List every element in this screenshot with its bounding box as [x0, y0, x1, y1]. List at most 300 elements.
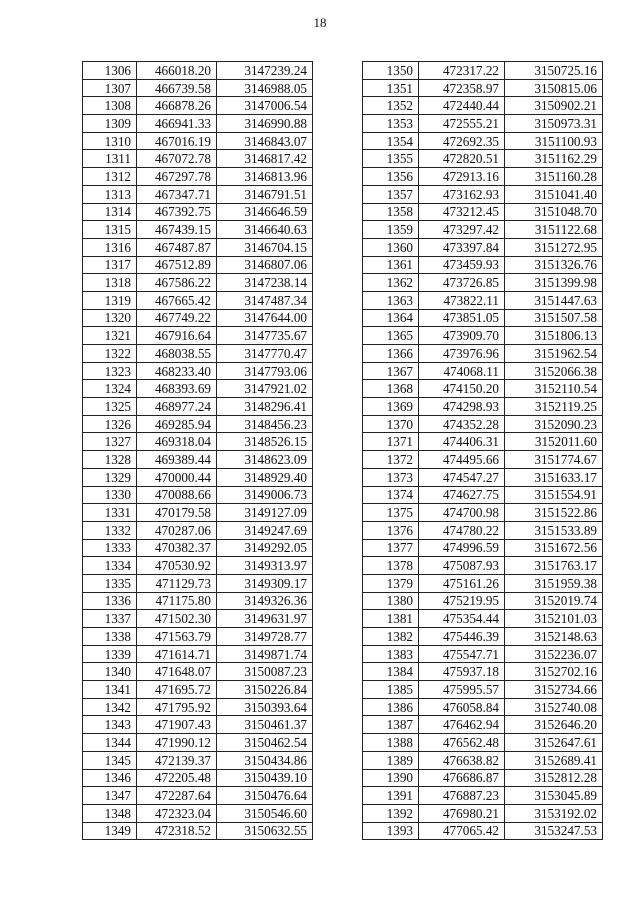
table-row [363, 203, 603, 221]
table-row [83, 309, 313, 327]
x-coordinate-cell: 475219.95 [419, 592, 505, 610]
table-row [83, 716, 313, 734]
point-number-cell: 1376 [363, 521, 419, 539]
x-coordinate-cell: 470287.06 [137, 521, 217, 539]
table-row [363, 504, 603, 522]
x-coordinate-cell: 472913.16 [419, 168, 505, 186]
page-number: 18 [313, 15, 327, 30]
point-number-cell: 1382 [363, 628, 419, 646]
y-coordinate-cell: 3147006.54 [217, 97, 313, 115]
x-coordinate-cell: 472692.35 [419, 132, 505, 150]
x-coordinate-cell: 470000.44 [137, 468, 217, 486]
table-row [363, 221, 603, 239]
coordinates-table-body [83, 62, 313, 840]
point-number-cell: 1332 [83, 521, 137, 539]
point-number-cell: 1354 [363, 132, 419, 150]
table-row [83, 804, 313, 822]
x-coordinate-cell: 473976.96 [419, 345, 505, 363]
table-row [363, 97, 603, 115]
y-coordinate-cell: 3152011.60 [505, 433, 603, 451]
y-coordinate-cell: 3151522.86 [505, 504, 603, 522]
y-coordinate-cell: 3150476.64 [217, 787, 313, 805]
x-coordinate-cell: 473297.42 [419, 221, 505, 239]
y-coordinate-cell: 3151962.54 [505, 345, 603, 363]
y-coordinate-cell: 3151507.58 [505, 309, 603, 327]
y-coordinate-cell: 3147644.00 [217, 309, 313, 327]
point-number-cell: 1360 [363, 238, 419, 256]
x-coordinate-cell: 468233.40 [137, 362, 217, 380]
x-coordinate-cell: 475937.18 [419, 663, 505, 681]
y-coordinate-cell: 3151447.63 [505, 291, 603, 309]
point-number-cell: 1384 [363, 663, 419, 681]
table-row [363, 309, 603, 327]
table-row [363, 168, 603, 186]
point-number-cell: 1344 [83, 734, 137, 752]
point-number-cell: 1312 [83, 168, 137, 186]
x-coordinate-cell: 474150.20 [419, 380, 505, 398]
y-coordinate-cell: 3146843.07 [217, 132, 313, 150]
point-number-cell: 1356 [363, 168, 419, 186]
x-coordinate-cell: 468038.55 [137, 345, 217, 363]
y-coordinate-cell: 3152148.63 [505, 628, 603, 646]
point-number-cell: 1338 [83, 628, 137, 646]
x-coordinate-cell: 471563.79 [137, 628, 217, 646]
table-row [363, 574, 603, 592]
table-row [83, 115, 313, 133]
y-coordinate-cell: 3152101.03 [505, 610, 603, 628]
table-row [83, 256, 313, 274]
table-row [83, 291, 313, 309]
y-coordinate-cell: 3147793.06 [217, 362, 313, 380]
point-number-cell: 1393 [363, 822, 419, 840]
x-coordinate-cell: 475161.26 [419, 574, 505, 592]
y-coordinate-cell: 3152689.41 [505, 751, 603, 769]
y-coordinate-cell: 3146807.06 [217, 256, 313, 274]
x-coordinate-cell: 472317.22 [419, 62, 505, 80]
point-number-cell: 1310 [83, 132, 137, 150]
x-coordinate-cell: 467072.78 [137, 150, 217, 168]
point-number-cell: 1353 [363, 115, 419, 133]
x-coordinate-cell: 472205.48 [137, 769, 217, 787]
x-coordinate-cell: 473459.93 [419, 256, 505, 274]
y-coordinate-cell: 3149127.09 [217, 504, 313, 522]
x-coordinate-cell: 473822.11 [419, 291, 505, 309]
table-row [83, 539, 313, 557]
point-number-cell: 1320 [83, 309, 137, 327]
x-coordinate-cell: 475446.39 [419, 628, 505, 646]
x-coordinate-cell: 474352.28 [419, 415, 505, 433]
x-coordinate-cell: 467439.15 [137, 221, 217, 239]
x-coordinate-cell: 475995.57 [419, 681, 505, 699]
x-coordinate-cell: 470179.58 [137, 504, 217, 522]
point-number-cell: 1391 [363, 787, 419, 805]
point-number-cell: 1309 [83, 115, 137, 133]
x-coordinate-cell: 472287.64 [137, 787, 217, 805]
y-coordinate-cell: 3151048.70 [505, 203, 603, 221]
y-coordinate-cell: 3150462.54 [217, 734, 313, 752]
x-coordinate-cell: 474068.11 [419, 362, 505, 380]
x-coordinate-cell: 473851.05 [419, 309, 505, 327]
y-coordinate-cell: 3152066.38 [505, 362, 603, 380]
point-number-cell: 1381 [363, 610, 419, 628]
y-coordinate-cell: 3150546.60 [217, 804, 313, 822]
table-row [363, 132, 603, 150]
point-number-cell: 1375 [363, 504, 419, 522]
table-row [363, 274, 603, 292]
y-coordinate-cell: 3149326.36 [217, 592, 313, 610]
table-row [363, 787, 603, 805]
x-coordinate-cell: 467749.22 [137, 309, 217, 327]
table-row [83, 787, 313, 805]
y-coordinate-cell: 3150226.84 [217, 681, 313, 699]
x-coordinate-cell: 470088.66 [137, 486, 217, 504]
point-number-cell: 1358 [363, 203, 419, 221]
table-row [363, 734, 603, 752]
x-coordinate-cell: 474780.22 [419, 521, 505, 539]
point-number-cell: 1330 [83, 486, 137, 504]
x-coordinate-cell: 467487.87 [137, 238, 217, 256]
x-coordinate-cell: 474406.31 [419, 433, 505, 451]
point-number-cell: 1323 [83, 362, 137, 380]
table-row [83, 610, 313, 628]
x-coordinate-cell: 475547.71 [419, 645, 505, 663]
x-coordinate-cell: 466018.20 [137, 62, 217, 80]
y-coordinate-cell: 3150393.64 [217, 698, 313, 716]
table-row [83, 79, 313, 97]
y-coordinate-cell: 3149006.73 [217, 486, 313, 504]
table-row [83, 150, 313, 168]
y-coordinate-cell: 3153247.53 [505, 822, 603, 840]
table-row [363, 380, 603, 398]
x-coordinate-cell: 473212.45 [419, 203, 505, 221]
y-coordinate-cell: 3152734.66 [505, 681, 603, 699]
table-row [83, 203, 313, 221]
x-coordinate-cell: 471648.07 [137, 663, 217, 681]
table-row [363, 610, 603, 628]
table-row [363, 486, 603, 504]
table-row [83, 663, 313, 681]
coordinates-table-left [82, 61, 313, 840]
y-coordinate-cell: 3152090.23 [505, 415, 603, 433]
table-row [83, 751, 313, 769]
table-row [363, 822, 603, 840]
y-coordinate-cell: 3151763.17 [505, 557, 603, 575]
point-number-cell: 1389 [363, 751, 419, 769]
table-row [83, 238, 313, 256]
table-row [83, 168, 313, 186]
point-number-cell: 1325 [83, 398, 137, 416]
x-coordinate-cell: 466941.33 [137, 115, 217, 133]
table-row [363, 327, 603, 345]
y-coordinate-cell: 3151041.40 [505, 185, 603, 203]
table-row [83, 221, 313, 239]
point-number-cell: 1341 [83, 681, 137, 699]
table-row [83, 451, 313, 469]
point-number-cell: 1377 [363, 539, 419, 557]
y-coordinate-cell: 3151633.17 [505, 468, 603, 486]
y-coordinate-cell: 3153192.02 [505, 804, 603, 822]
x-coordinate-cell: 476887.23 [419, 787, 505, 805]
x-coordinate-cell: 472323.04 [137, 804, 217, 822]
point-number-cell: 1390 [363, 769, 419, 787]
point-number-cell: 1318 [83, 274, 137, 292]
table-row [363, 663, 603, 681]
coordinates-table-body [363, 62, 603, 840]
point-number-cell: 1343 [83, 716, 137, 734]
y-coordinate-cell: 3148526.15 [217, 433, 313, 451]
point-number-cell: 1342 [83, 698, 137, 716]
point-number-cell: 1385 [363, 681, 419, 699]
table-row [363, 716, 603, 734]
x-coordinate-cell: 468393.69 [137, 380, 217, 398]
point-number-cell: 1355 [363, 150, 419, 168]
x-coordinate-cell: 474700.98 [419, 504, 505, 522]
y-coordinate-cell: 3151959.38 [505, 574, 603, 592]
x-coordinate-cell: 471695.72 [137, 681, 217, 699]
table-row [363, 592, 603, 610]
point-number-cell: 1368 [363, 380, 419, 398]
table-row [83, 681, 313, 699]
x-coordinate-cell: 474495.66 [419, 451, 505, 469]
point-number-cell: 1364 [363, 309, 419, 327]
point-number-cell: 1337 [83, 610, 137, 628]
y-coordinate-cell: 3149292.05 [217, 539, 313, 557]
x-coordinate-cell: 472555.21 [419, 115, 505, 133]
y-coordinate-cell: 3151533.89 [505, 521, 603, 539]
table-row [363, 521, 603, 539]
table-row [83, 345, 313, 363]
y-coordinate-cell: 3149631.97 [217, 610, 313, 628]
y-coordinate-cell: 3152647.61 [505, 734, 603, 752]
x-coordinate-cell: 467016.19 [137, 132, 217, 150]
x-coordinate-cell: 466878.26 [137, 97, 217, 115]
point-number-cell: 1317 [83, 256, 137, 274]
point-number-cell: 1362 [363, 274, 419, 292]
point-number-cell: 1333 [83, 539, 137, 557]
table-row [83, 504, 313, 522]
table-row [363, 645, 603, 663]
x-coordinate-cell: 467586.22 [137, 274, 217, 292]
x-coordinate-cell: 467916.64 [137, 327, 217, 345]
y-coordinate-cell: 3147487.34 [217, 291, 313, 309]
y-coordinate-cell: 3146704.15 [217, 238, 313, 256]
point-number-cell: 1336 [83, 592, 137, 610]
x-coordinate-cell: 469285.94 [137, 415, 217, 433]
y-coordinate-cell: 3151272.95 [505, 238, 603, 256]
x-coordinate-cell: 472318.52 [137, 822, 217, 840]
point-number-cell: 1379 [363, 574, 419, 592]
point-number-cell: 1380 [363, 592, 419, 610]
y-coordinate-cell: 3148296.41 [217, 398, 313, 416]
y-coordinate-cell: 3150815.06 [505, 79, 603, 97]
x-coordinate-cell: 474547.27 [419, 468, 505, 486]
y-coordinate-cell: 3152646.20 [505, 716, 603, 734]
table-row [363, 398, 603, 416]
table-row [363, 769, 603, 787]
x-coordinate-cell: 476638.82 [419, 751, 505, 769]
table-row [83, 380, 313, 398]
y-coordinate-cell: 3149313.97 [217, 557, 313, 575]
y-coordinate-cell: 3150902.21 [505, 97, 603, 115]
table-row [83, 734, 313, 752]
table-row [83, 132, 313, 150]
table-row [83, 486, 313, 504]
y-coordinate-cell: 3151399.98 [505, 274, 603, 292]
y-coordinate-cell: 3150973.31 [505, 115, 603, 133]
table-row [363, 698, 603, 716]
point-number-cell: 1387 [363, 716, 419, 734]
point-number-cell: 1369 [363, 398, 419, 416]
point-number-cell: 1361 [363, 256, 419, 274]
point-number-cell: 1348 [83, 804, 137, 822]
y-coordinate-cell: 3151100.93 [505, 132, 603, 150]
point-number-cell: 1326 [83, 415, 137, 433]
point-number-cell: 1350 [363, 62, 419, 80]
point-number-cell: 1340 [83, 663, 137, 681]
table-row [363, 115, 603, 133]
point-number-cell: 1329 [83, 468, 137, 486]
table-row [83, 415, 313, 433]
y-coordinate-cell: 3151122.68 [505, 221, 603, 239]
table-row [363, 238, 603, 256]
point-number-cell: 1335 [83, 574, 137, 592]
point-number-cell: 1319 [83, 291, 137, 309]
x-coordinate-cell: 476562.48 [419, 734, 505, 752]
y-coordinate-cell: 3152740.08 [505, 698, 603, 716]
point-number-cell: 1311 [83, 150, 137, 168]
x-coordinate-cell: 471614.71 [137, 645, 217, 663]
point-number-cell: 1322 [83, 345, 137, 363]
y-coordinate-cell: 3148623.09 [217, 451, 313, 469]
table-row [83, 468, 313, 486]
point-number-cell: 1316 [83, 238, 137, 256]
y-coordinate-cell: 3147921.02 [217, 380, 313, 398]
point-number-cell: 1306 [83, 62, 137, 80]
y-coordinate-cell: 3151162.29 [505, 150, 603, 168]
x-coordinate-cell: 473726.85 [419, 274, 505, 292]
table-row [363, 185, 603, 203]
x-coordinate-cell: 476462.94 [419, 716, 505, 734]
x-coordinate-cell: 472820.51 [419, 150, 505, 168]
point-number-cell: 1315 [83, 221, 137, 239]
table-row [363, 539, 603, 557]
y-coordinate-cell: 3147239.24 [217, 62, 313, 80]
y-coordinate-cell: 3150434.86 [217, 751, 313, 769]
point-number-cell: 1308 [83, 97, 137, 115]
table-row [83, 574, 313, 592]
y-coordinate-cell: 3147735.67 [217, 327, 313, 345]
x-coordinate-cell: 470530.92 [137, 557, 217, 575]
table-row [363, 751, 603, 769]
table-row [363, 362, 603, 380]
x-coordinate-cell: 468977.24 [137, 398, 217, 416]
table-row [363, 291, 603, 309]
table-row [83, 628, 313, 646]
table-row [363, 628, 603, 646]
y-coordinate-cell: 3146990.88 [217, 115, 313, 133]
table-row [83, 362, 313, 380]
x-coordinate-cell: 476980.21 [419, 804, 505, 822]
x-coordinate-cell: 467512.89 [137, 256, 217, 274]
x-coordinate-cell: 477065.42 [419, 822, 505, 840]
y-coordinate-cell: 3151554.91 [505, 486, 603, 504]
y-coordinate-cell: 3150725.16 [505, 62, 603, 80]
table-row [363, 345, 603, 363]
point-number-cell: 1339 [83, 645, 137, 663]
point-number-cell: 1378 [363, 557, 419, 575]
point-number-cell: 1307 [83, 79, 137, 97]
y-coordinate-cell: 3152702.16 [505, 663, 603, 681]
point-number-cell: 1346 [83, 769, 137, 787]
point-number-cell: 1359 [363, 221, 419, 239]
x-coordinate-cell: 467297.78 [137, 168, 217, 186]
x-coordinate-cell: 471795.92 [137, 698, 217, 716]
x-coordinate-cell: 473909.70 [419, 327, 505, 345]
y-coordinate-cell: 3149728.77 [217, 628, 313, 646]
point-number-cell: 1386 [363, 698, 419, 716]
table-row [363, 256, 603, 274]
y-coordinate-cell: 3146646.59 [217, 203, 313, 221]
x-coordinate-cell: 474627.75 [419, 486, 505, 504]
x-coordinate-cell: 471175.80 [137, 592, 217, 610]
table-row [363, 468, 603, 486]
x-coordinate-cell: 475354.44 [419, 610, 505, 628]
y-coordinate-cell: 3146640.63 [217, 221, 313, 239]
x-coordinate-cell: 472139.37 [137, 751, 217, 769]
x-coordinate-cell: 474996.59 [419, 539, 505, 557]
point-number-cell: 1363 [363, 291, 419, 309]
point-number-cell: 1313 [83, 185, 137, 203]
x-coordinate-cell: 471502.30 [137, 610, 217, 628]
table-row [83, 592, 313, 610]
y-coordinate-cell: 3150461.37 [217, 716, 313, 734]
y-coordinate-cell: 3148929.40 [217, 468, 313, 486]
point-number-cell: 1327 [83, 433, 137, 451]
table-row [83, 185, 313, 203]
x-coordinate-cell: 473162.93 [419, 185, 505, 203]
x-coordinate-cell: 476686.87 [419, 769, 505, 787]
point-number-cell: 1367 [363, 362, 419, 380]
x-coordinate-cell: 470382.37 [137, 539, 217, 557]
x-coordinate-cell: 472440.44 [419, 97, 505, 115]
point-number-cell: 1324 [83, 380, 137, 398]
table-row [83, 769, 313, 787]
point-number-cell: 1314 [83, 203, 137, 221]
y-coordinate-cell: 3148456.23 [217, 415, 313, 433]
x-coordinate-cell: 472358.97 [419, 79, 505, 97]
coordinates-table-right [362, 61, 603, 840]
table-row [83, 327, 313, 345]
table-row [363, 681, 603, 699]
table-row [363, 451, 603, 469]
y-coordinate-cell: 3146791.51 [217, 185, 313, 203]
point-number-cell: 1373 [363, 468, 419, 486]
point-number-cell: 1328 [83, 451, 137, 469]
table-row [363, 415, 603, 433]
table-row [83, 557, 313, 575]
x-coordinate-cell: 467347.71 [137, 185, 217, 203]
y-coordinate-cell: 3149309.17 [217, 574, 313, 592]
x-coordinate-cell: 469389.44 [137, 451, 217, 469]
table-row [363, 557, 603, 575]
y-coordinate-cell: 3146813.96 [217, 168, 313, 186]
x-coordinate-cell: 466739.58 [137, 79, 217, 97]
x-coordinate-cell: 467665.42 [137, 291, 217, 309]
y-coordinate-cell: 3152812.28 [505, 769, 603, 787]
x-coordinate-cell: 474298.93 [419, 398, 505, 416]
y-coordinate-cell: 3147770.47 [217, 345, 313, 363]
table-row [363, 433, 603, 451]
